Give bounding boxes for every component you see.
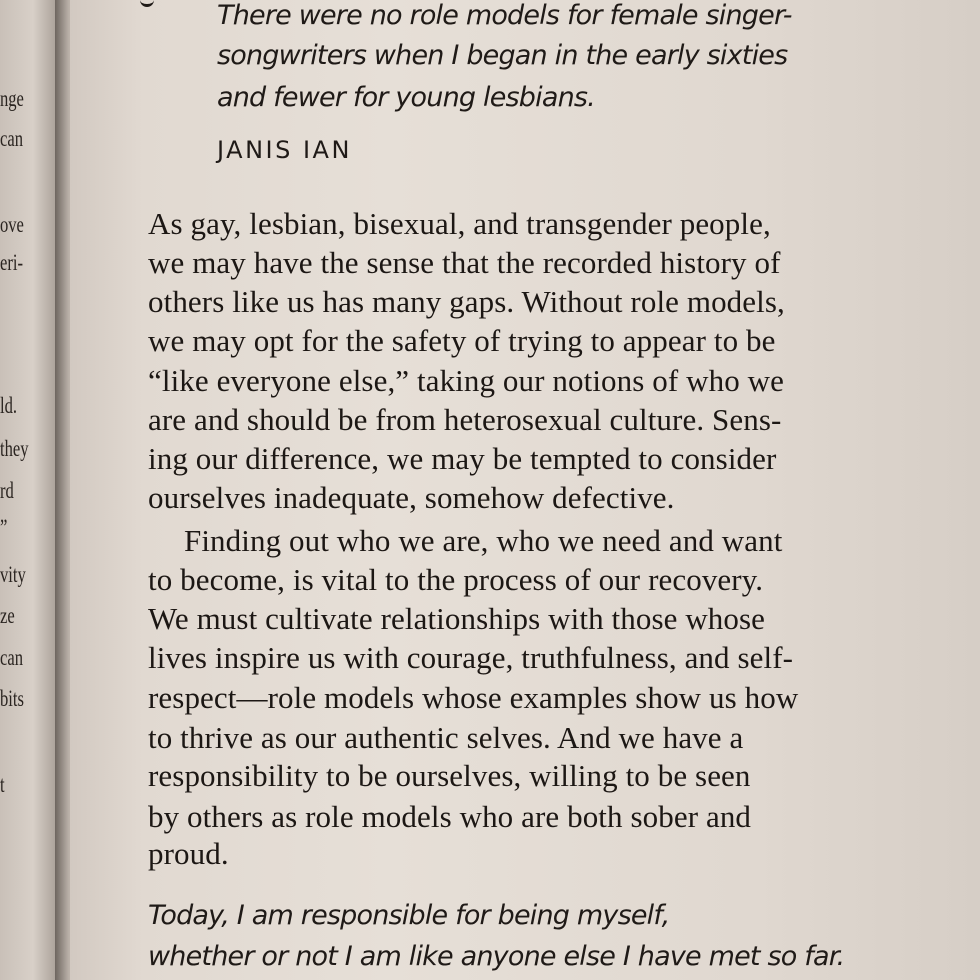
body-line: proud. [148, 836, 229, 871]
quote-line: There were no role models for female singer- [217, 0, 792, 31]
facing-page-fragment: ” [0, 515, 8, 540]
quote-line: songwriters when I began in the early sixties [217, 40, 788, 71]
body-line: by others as role models who are both sober and [148, 799, 752, 834]
facing-page-fragment: ove [0, 212, 24, 237]
facing-page-fragment: ze [0, 603, 15, 628]
body-line: lives inspire us with courage, truthfulness, and self- [148, 640, 794, 675]
body-line: are and should be from heterosexual culture. Sens- [148, 402, 782, 437]
body-line: “like everyone else,” taking our notions of who we [148, 363, 785, 398]
facing-page-fragment: ld. [0, 393, 18, 418]
body-line: responsibility to be ourselves, willing to be seen [148, 758, 751, 793]
body-line: As gay, lesbian, bisexual, and transgender people, [148, 206, 771, 241]
body-line: ing our difference, we may be tempted to consider [148, 441, 777, 476]
facing-page-fragment: rd [0, 478, 14, 503]
quote-line: and fewer for young lesbians. [217, 82, 595, 113]
facing-page-fragment: bits [0, 686, 24, 711]
book-page [70, 0, 980, 980]
body-line: to thrive as our authentic selves. And we have a [148, 720, 744, 755]
facing-page-fragment: they [0, 436, 29, 461]
affirmation-line: whether or not I am like anyone else I have met so far. [148, 941, 845, 972]
facing-page-fragment: can [0, 645, 23, 670]
facing-page-fragment: vity [0, 562, 26, 587]
body-line: we may have the sense that the recorded history of [148, 245, 781, 280]
body-line: respect—role models whose examples show us how [148, 680, 799, 715]
body-line: We must cultivate relationships with those whose [148, 601, 766, 636]
facing-page-edge [0, 0, 60, 980]
body-line: others like us has many gaps. Without role models, [148, 284, 785, 319]
body-line: Finding out who we are, who we need and want [184, 523, 783, 558]
facing-page-fragment: nge [0, 86, 24, 111]
body-line: to become, is vital to the process of our recovery. [148, 562, 764, 597]
body-line: ourselves inadequate, somehow defective. [148, 480, 675, 515]
ornament-mark [140, 0, 154, 7]
body-line: we may opt for the safety of trying to appear to be [148, 323, 776, 358]
facing-page-fragment: t [0, 772, 5, 797]
facing-page-fragment: eri- [0, 250, 23, 275]
facing-page-fragment: can [0, 126, 23, 151]
affirmation-line: Today, I am responsible for being myself, [148, 900, 670, 931]
quote-author: JANIS IAN [217, 136, 352, 164]
